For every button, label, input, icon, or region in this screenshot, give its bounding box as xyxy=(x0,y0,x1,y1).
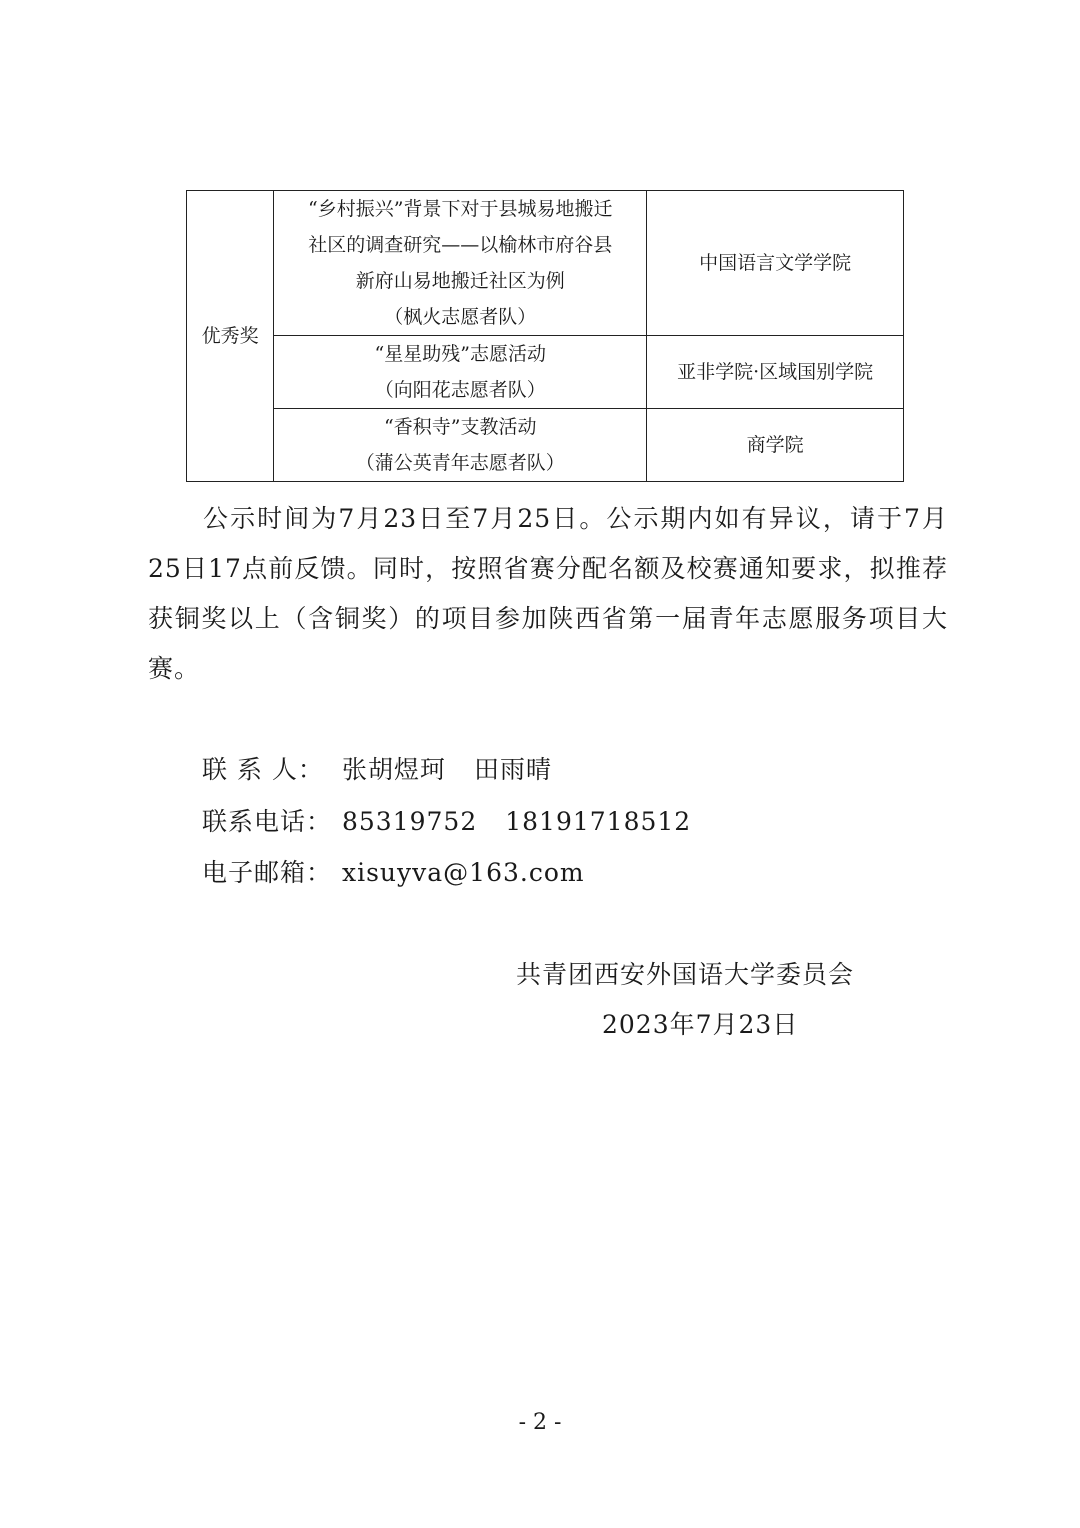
project-cell xyxy=(274,191,647,336)
table-row xyxy=(187,409,904,482)
project-line: “星星助残”志愿活动 xyxy=(374,343,546,365)
college-cell: 亚非学院·区域国别学院 xyxy=(647,336,904,409)
contact-person-line xyxy=(202,750,552,786)
table-row xyxy=(187,336,904,409)
contact-person-label: 联 系 人： xyxy=(202,755,324,784)
awards-table xyxy=(186,190,904,482)
project-line: （枫火志愿者队） xyxy=(384,306,537,328)
award-level-cell: 优秀奖 xyxy=(187,191,274,482)
contact-email: xisuyva@163.com xyxy=(342,858,585,887)
notice-paragraph xyxy=(148,494,948,694)
contact-email-line xyxy=(202,853,585,889)
project-line: “乡村振兴”背景下对于县城易地搬迁 xyxy=(308,198,613,220)
signature-org: 共青团西安外国语大学委员会 xyxy=(516,960,855,989)
project-line: 新府山易地搬迁社区为例 xyxy=(355,270,565,292)
notice-text: 公示时间为7月23日至7月25日。公示期内如有异议，请于7月25日17点前反馈。同时，按照省赛分配名额及校赛通知要求，拟推荐获铜奖以上（含铜奖）的项目参加陕西省第一届青年志愿服务项目大赛。 xyxy=(148,504,948,683)
contact-phone-label: 联系电话： xyxy=(202,807,333,836)
contact-phone-2: 18191718512 xyxy=(505,807,692,836)
page-number: - 2 - xyxy=(518,1410,562,1435)
college-cell: 商学院 xyxy=(647,409,904,482)
project-cell xyxy=(274,409,647,482)
contact-phone-line xyxy=(202,802,691,838)
project-line: “香积寺”支教活动 xyxy=(384,416,537,438)
contact-email-label: 电子邮箱： xyxy=(202,858,333,887)
contact-person-2: 田雨晴 xyxy=(474,755,553,784)
project-line: 社区的调查研究——以榆林市府谷县 xyxy=(308,234,613,256)
project-line: （蒲公英青年志愿者队） xyxy=(355,452,565,474)
signature-date: 2023年7月23日 xyxy=(602,1010,799,1039)
college-cell: 中国语言文学学院 xyxy=(647,191,904,336)
contact-phone-1: 85319752 xyxy=(342,807,478,836)
project-cell xyxy=(274,336,647,409)
project-line: （向阳花志愿者队） xyxy=(374,379,546,401)
contact-person-1: 张胡煜珂 xyxy=(342,755,447,784)
table-row xyxy=(187,191,904,336)
